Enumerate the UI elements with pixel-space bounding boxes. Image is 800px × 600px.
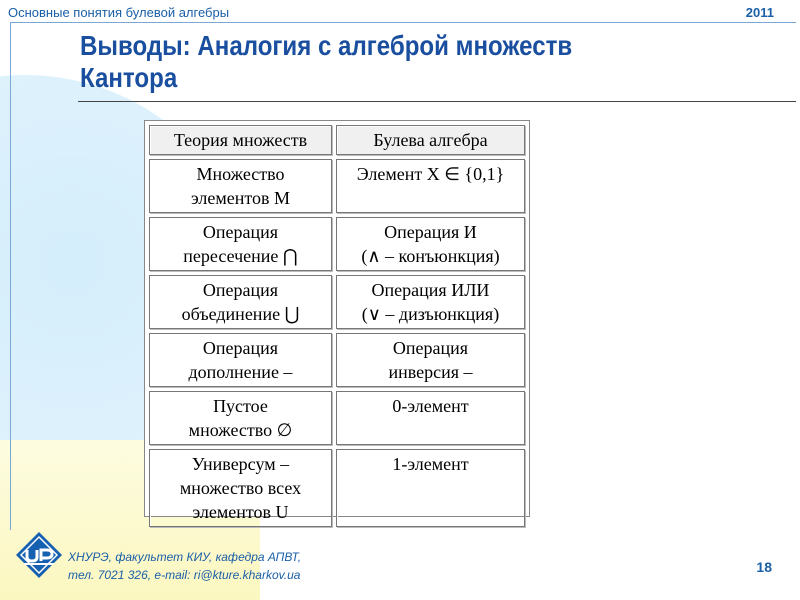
cell-line: 0-элемент <box>392 396 469 416</box>
cell-line: 1-элемент <box>392 454 469 474</box>
cell-line: инверсия – <box>388 362 473 382</box>
table-row <box>149 391 525 445</box>
title-rule <box>78 101 796 102</box>
cell-set-theory <box>149 333 332 387</box>
footer-contacts <box>68 548 301 584</box>
cell-line: Операция <box>202 338 279 358</box>
cell-boolean-algebra <box>336 217 525 271</box>
table-row <box>149 159 525 213</box>
cell-line: Операция <box>202 222 279 242</box>
cell-line: Элемент X ∈ {0,1} <box>356 164 505 184</box>
table-row <box>149 449 525 527</box>
cell-line: (∧ – конъюнкция) <box>361 246 500 266</box>
table-row <box>149 217 525 271</box>
cell-boolean-algebra <box>336 449 525 527</box>
table-header-row <box>149 125 525 155</box>
table-row <box>149 333 525 387</box>
cell-line: Пустое <box>213 396 268 416</box>
cell-line: дополнение – <box>188 362 293 382</box>
cell-boolean-algebra <box>336 333 525 387</box>
cell-line: Операция И <box>384 222 477 242</box>
column-header-set-theory: Теория множеств <box>149 125 332 155</box>
cell-line: элементов M <box>190 188 290 208</box>
cell-line: Операция ИЛИ <box>371 280 490 300</box>
cell-line: Операция <box>392 338 469 358</box>
university-logo <box>14 530 64 580</box>
table-row <box>149 275 525 329</box>
cell-line: (∨ – дизъюнкция) <box>361 304 500 324</box>
cell-set-theory <box>149 449 332 527</box>
cell-line: элементов U <box>192 502 289 522</box>
cell-boolean-algebra <box>336 391 525 445</box>
header-rule <box>10 22 796 23</box>
analogy-table-frame <box>144 120 530 522</box>
cell-line: Универсум – <box>191 454 290 474</box>
cell-boolean-algebra <box>336 159 525 213</box>
slide-title-line-1: Выводы: Аналогия с алгеброй множеств <box>80 30 573 61</box>
cell-line: Операция <box>202 280 279 300</box>
footer-line-2: тел. 7021 326, e-mail: ri@kture.kharkov.ua <box>68 568 301 582</box>
header-year: 2011 <box>745 5 774 20</box>
slide-title-line-2: Кантора <box>80 62 178 93</box>
cell-set-theory <box>149 159 332 213</box>
cell-line: Множество <box>196 164 285 184</box>
cell-set-theory <box>149 391 332 445</box>
left-rule <box>10 22 11 530</box>
page-number: 18 <box>756 559 772 575</box>
footer-line-1: ХНУРЭ, факультет КИУ, кафедра АПВТ, <box>68 550 302 564</box>
cell-line: множество всех <box>179 478 302 498</box>
cell-set-theory <box>149 275 332 329</box>
header-course-title: Основные понятия булевой алгебры <box>8 5 230 20</box>
cell-line: объединение ⋃ <box>181 304 300 324</box>
slide-title <box>80 30 572 94</box>
cell-set-theory <box>149 217 332 271</box>
table-body <box>149 159 525 527</box>
analogy-table <box>145 121 529 531</box>
cell-line: множество ∅ <box>188 420 293 440</box>
column-header-boolean-algebra: Булева алгебра <box>336 125 525 155</box>
cell-line: пересечение ⋂ <box>183 246 298 266</box>
cell-boolean-algebra <box>336 275 525 329</box>
